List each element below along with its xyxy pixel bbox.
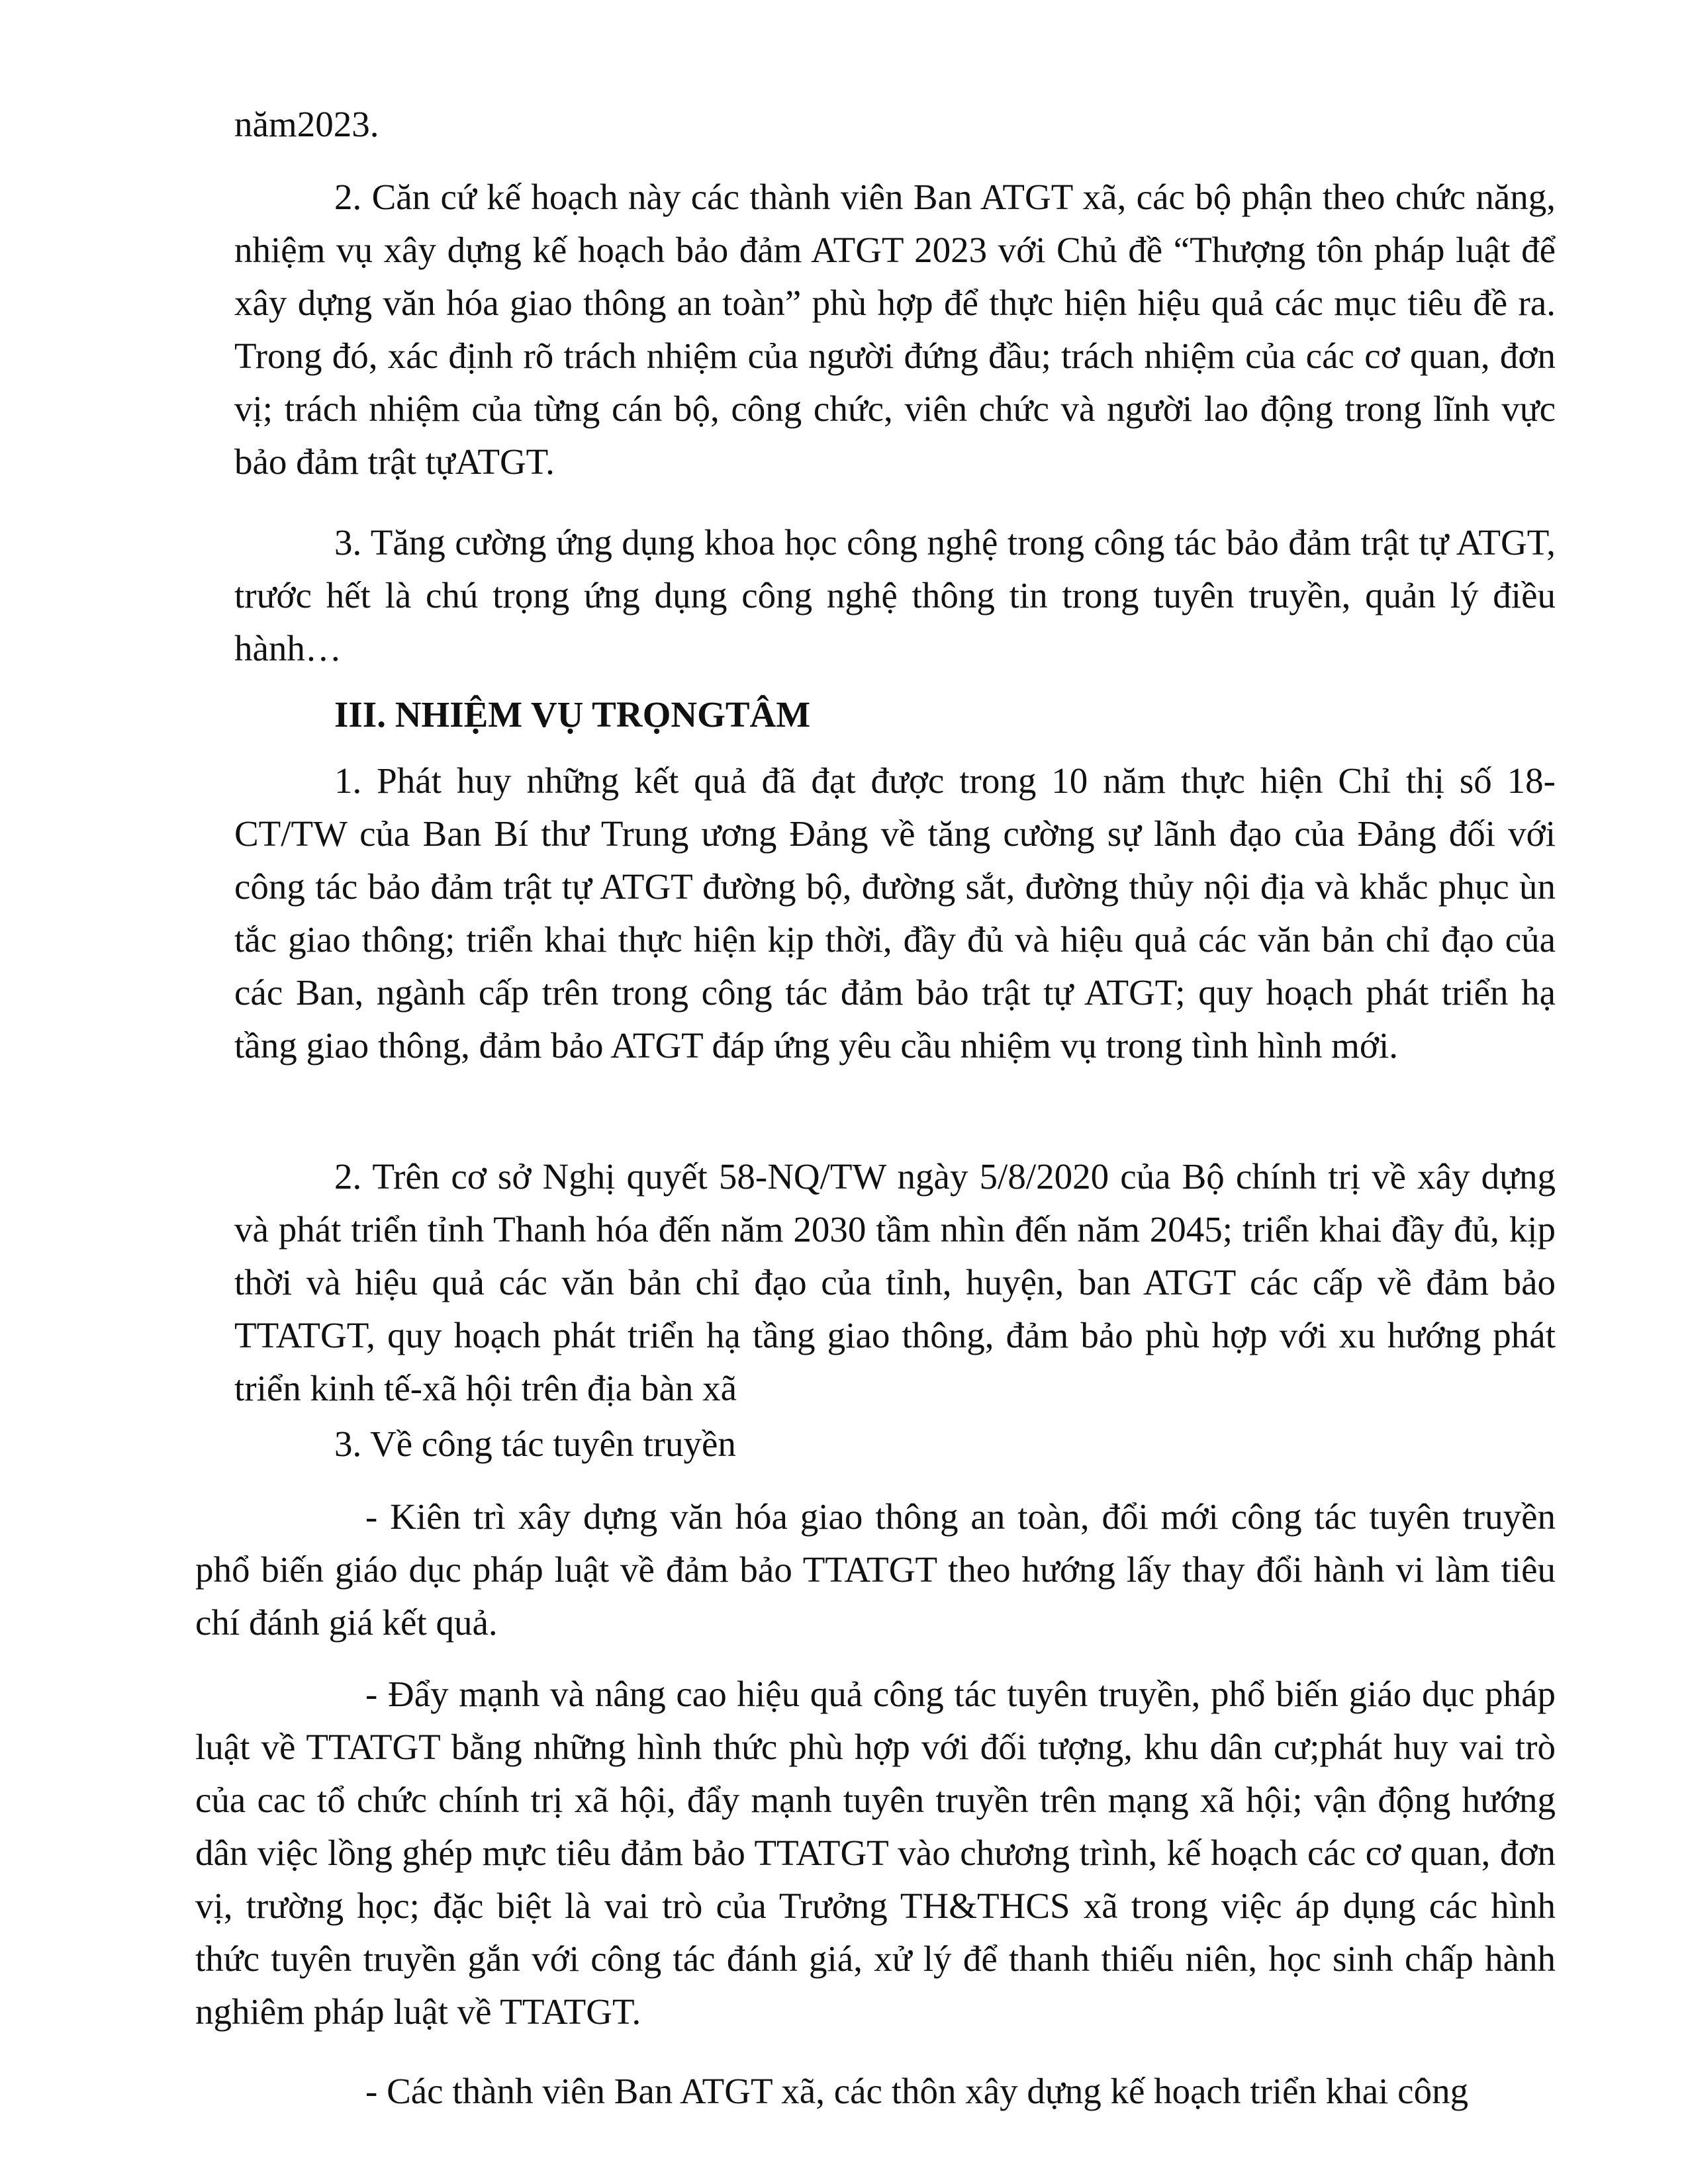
task-paragraph-3: 3. Về công tác tuyên truyền	[334, 1424, 736, 1464]
bullet-item-2: - Đẩy mạnh và nâng cao hiệu quả công tác tuyên truyền, phổ biến giáo dục pháp luật về TTATGT bằng những hình thức phù hợp với đối tượng, khu dân cư;phát huy vai trò của cac tổ chức chính trị xã hội, đẩy mạnh tuyên truyền trên mạng xã hội; vận động hướng dân việc lồng ghép mực tiêu đảm bảo TTATGT vào chương trình, kế hoạch các cơ quan, đơn vị, trường học; đặc biệt là vai trò của Trưởng TH&THCS xã trong việc áp dụng các hình thức tuyên truyền gắn với công tác đánh giá, xử lý để thanh thiếu niên, học sinh chấp hành nghiêm pháp luật về TTATGT.	[195, 1674, 1556, 2032]
paragraph-item-2: 2. Căn cứ kế hoạch này các thành viên Ban ATGT xã, các bộ phận theo chức năng, nhiệm vụ xây dựng kế hoạch bảo đảm ATGT 2023 với Chủ đề “Thượng tôn pháp luật để xây dựng văn hóa giao thông an toàn” phù hợp để thực hiện hiệu quả các mục tiêu đề ra. Trong đó, xác định rõ trách nhiệm của người đứng đầu; trách nhiệm của các cơ quan, đơn vị; trách nhiệm của từng cán bộ, công chức, viên chức và người lao động trong lĩnh vực bảo đảm trật tựATGT.	[234, 177, 1556, 482]
task-paragraph-1: 1. Phát huy những kết quả đã đạt được trong 10 năm thực hiện Chỉ thị số 18-CT/TW của Ban Bí thư Trung ương Đảng về tăng cường sự lãnh đạo của Đảng đối với công tác bảo đảm trật tự ATGT đường bộ, đường sắt, đường thủy nội địa và khắc phục ùn tắc giao thông; triển khai thực hiện kịp thời, đầy đủ và hiệu quả các văn bản chỉ đạo của các Ban, ngành cấp trên trong công tác đảm bảo trật tự ATGT; quy hoạch phát triển hạ tầng giao thông, đảm bảo ATGT đáp ứng yêu cầu nhiệm vụ trong tình hình mới.	[234, 760, 1556, 1066]
paragraph-continuation: năm2023.	[234, 104, 379, 144]
bullet-item-3: - Các thành viên Ban ATGT xã, các thôn xây dựng kế hoạch triển khai công	[365, 2071, 1469, 2111]
section-heading: III. NHIỆM VỤ TRỌNGTÂM	[334, 694, 811, 735]
task-paragraph-2: 2. Trên cơ sở Nghị quyết 58-NQ/TW ngày 5/8/2020 của Bộ chính trị về xây dựng và phát triển tỉnh Thanh hóa đến năm 2030 tầm nhìn đến năm 2045; triển khai đầy đủ, kịp thời và hiệu quả các văn bản chỉ đạo của tỉnh, huyện, ban ATGT các cấp về đảm bảo TTATGT, quy hoạch phát triển hạ tầng giao thông, đảm bảo phù hợp với xu hướng phát triển kinh tế-xã hội trên địa bàn xã	[234, 1156, 1556, 1408]
paragraph-item-3: 3. Tăng cường ứng dụng khoa học công nghệ trong công tác bảo đảm trật tự ATGT, trước hết là chú trọng ứng dụng công nghệ thông tin trong tuyên truyền, quản lý điều hành…	[234, 522, 1556, 668]
bullet-item-1: - Kiên trì xây dựng văn hóa giao thông an toàn, đổi mới công tác tuyên truyền phổ biến giáo dục pháp luật về đảm bảo TTATGT theo hướng lấy thay đổi hành vi làm tiêu chí đánh giá kết quả.	[195, 1496, 1556, 1643]
